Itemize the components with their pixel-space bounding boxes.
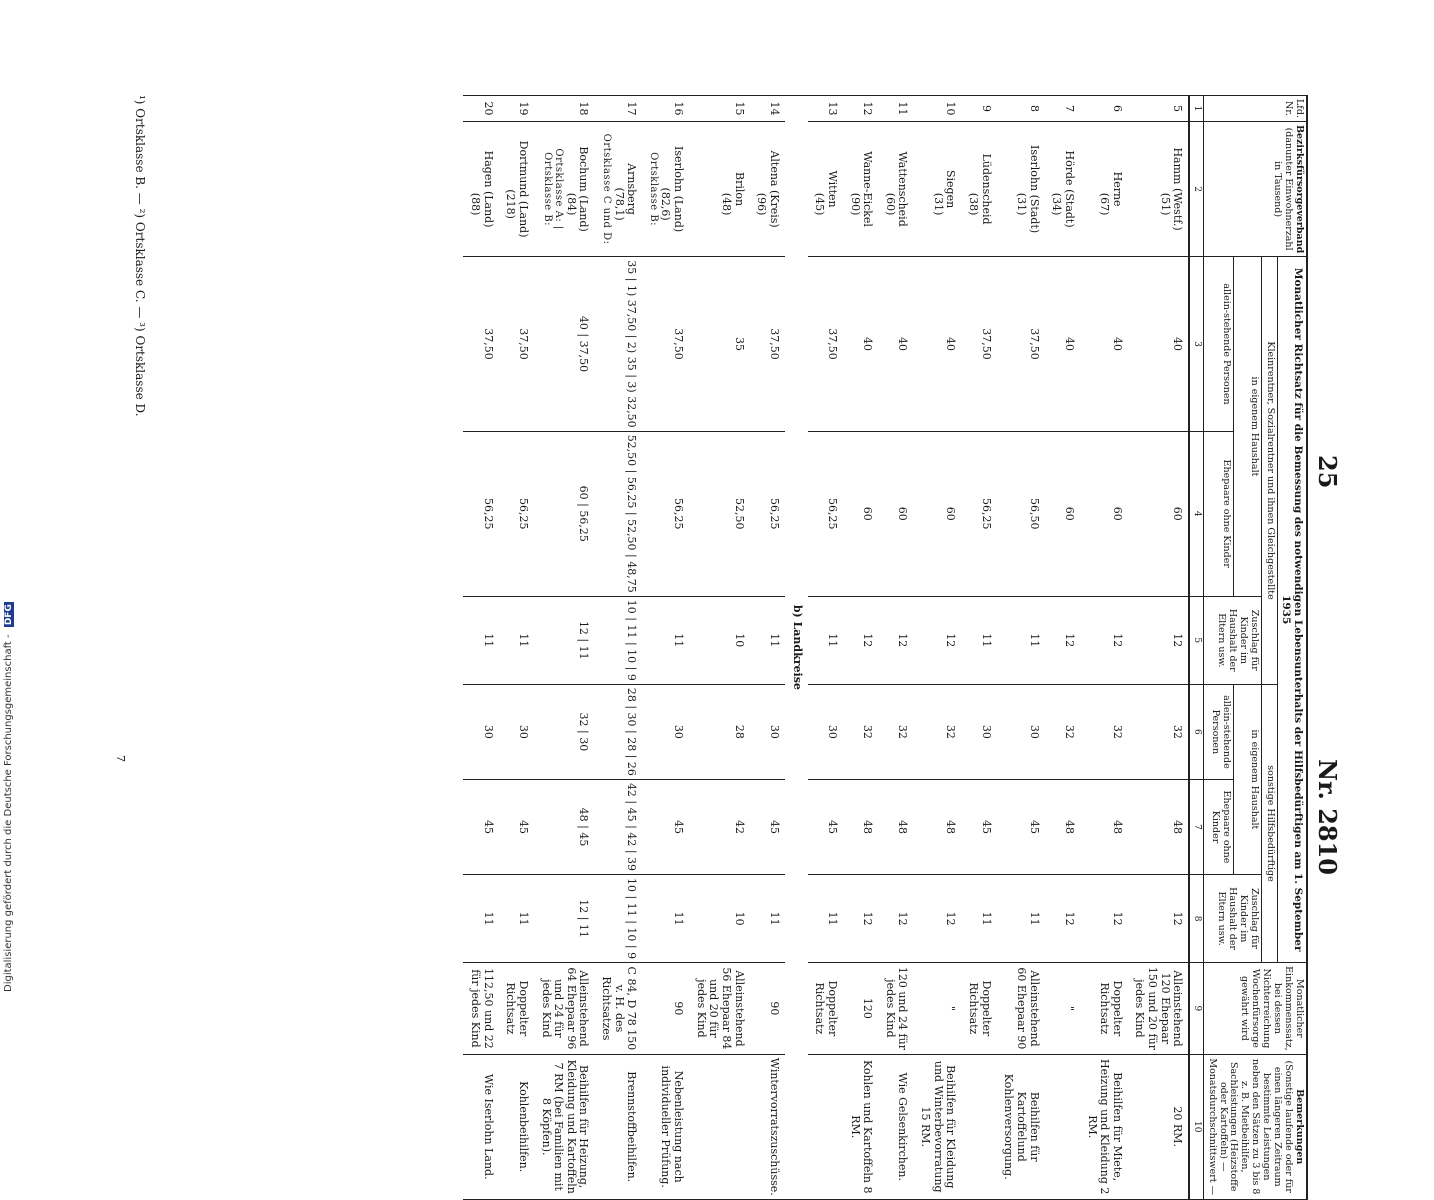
rate-c7: 48 | 45 — [534, 779, 595, 874]
table-row — [997, 96, 1045, 1200]
rate-c6: 30 — [463, 684, 498, 779]
rate-c6: 32 — [913, 684, 961, 779]
verband-name: Siegen — [944, 169, 958, 209]
verband-name: Herne — [1110, 171, 1124, 207]
bemerkung-cell: Brennstoffbeihilfen. — [594, 1054, 642, 1199]
verband-population: (31) — [1014, 192, 1028, 216]
rate-c8: 11 — [961, 875, 996, 963]
rate-c3: 37,50 — [808, 257, 843, 431]
rate-c4: 56,25 — [463, 431, 498, 596]
section-landkreise: b) Landkreise — [785, 96, 808, 1200]
table-row — [1045, 96, 1080, 1200]
column-number-6: 6 — [1189, 684, 1203, 779]
verband-cell — [499, 121, 534, 256]
ortsklasse-label: Ortsklasse A: | Ortsklasse B: — [541, 148, 565, 230]
rate-c6: 28 — [689, 684, 750, 779]
footnotes: ¹) Ortsklasse B. — ²) Ortsklasse C. — ³) Ortsklasse D. — [133, 95, 147, 417]
bemerkung-cell: Kohlenbeihilfen. — [499, 1054, 534, 1199]
verband-cell — [1128, 121, 1190, 256]
rate-c8: 12 — [843, 875, 878, 963]
einkommenssatz-cell: 112,50 und 22 für jedes Kind — [463, 963, 498, 1055]
ortsklasse-label: Ortsklasse C und D: — [601, 133, 613, 245]
einkommenssatz-cell: Alleinstehend 120 Ehepaar 150 und 20 für jedes Kind — [1128, 963, 1190, 1055]
sub-header-zuschlag-a: Zuschlag für Kinder im Haushalt der Eltern usw. — [1203, 596, 1261, 684]
rate-c6: 30 — [750, 684, 785, 779]
verband-population: (45) — [813, 192, 827, 216]
table-row — [463, 96, 498, 1200]
verband-population: (51) — [1158, 192, 1172, 216]
verband-cell — [689, 121, 750, 256]
table-row — [534, 96, 595, 1200]
rate-c7: 48 — [843, 779, 878, 874]
table-row — [878, 96, 913, 1200]
table-row — [594, 96, 642, 1200]
rate-c3: 37,50 — [642, 257, 689, 431]
rate-c5: 12 — [843, 596, 878, 684]
verband-cell — [594, 121, 642, 256]
rate-c8: 10 — [689, 875, 750, 963]
rate-c8: 11 — [750, 875, 785, 963]
bemerkung-cell: Beihilfen für Kleidung und Winterbevorratung 15 RM. — [913, 1054, 961, 1199]
rate-c6: 32 — [1045, 684, 1080, 779]
rate-c8: 11 — [642, 875, 689, 963]
richtsatz-table — [463, 95, 1308, 1200]
rate-c4: 56,25 — [961, 431, 996, 596]
verband-name: Wanne-Eickel — [861, 151, 875, 227]
sub-header-haushalt-b: in eigenem Haushalt — [1234, 684, 1262, 874]
rate-c7: 45 — [808, 779, 843, 874]
verband-population: (82,6) — [659, 187, 673, 221]
bemerkung-cell — [808, 1054, 843, 1199]
einkommenssatz-cell: Alleinstehend 64 Ehepaar 96 und 24 für jedes Kind — [534, 963, 595, 1055]
verband-population: (218) — [504, 189, 518, 219]
rate-c3: 40 — [1080, 257, 1128, 431]
sub-header-zuschlag-b: Zuschlag für Kinder im Haushalt der Eltern usw. — [1203, 875, 1261, 963]
rate-c5: 11 — [499, 596, 534, 684]
einkommenssatz-cell: Alleinstehend 56 Ehepaar 84 und 20 für jedes Kind — [689, 963, 750, 1055]
column-number-1: 1 — [1189, 96, 1203, 122]
table-row — [642, 96, 689, 1200]
column-number-9: 9 — [1189, 963, 1203, 1055]
einkommenssatz-cell: " — [913, 963, 961, 1055]
rate-c4: 56,25 — [808, 431, 843, 596]
row-number: 5 — [1128, 96, 1190, 122]
table-row — [1080, 96, 1128, 1200]
rate-c5: 12 | 11 — [534, 596, 595, 684]
table-row — [843, 96, 878, 1200]
einkommenssatz-cell: Doppelter Richtsatz — [808, 963, 843, 1055]
rate-c7: 48 — [1045, 779, 1080, 874]
digitization-text: Digitalisierung gefördert durch die Deutsche Forschungsgemeinschaft - — [3, 634, 14, 992]
rate-c3: 40 — [843, 257, 878, 431]
rate-c8: 11 — [499, 875, 534, 963]
table-row — [499, 96, 534, 1200]
rate-c3: 35 — [689, 257, 750, 431]
rate-c6: 30 — [997, 684, 1045, 779]
verband-population: (90) — [848, 192, 862, 216]
rate-c7: 45 — [997, 779, 1045, 874]
einkommenssatz-cell: 120 — [843, 963, 878, 1055]
rate-c8: 12 — [1045, 875, 1080, 963]
sub-header-single-a: allein-stehende Personen — [1203, 257, 1234, 431]
rate-c3: 40 — [1045, 257, 1080, 431]
signature-mark: 7 — [114, 755, 127, 762]
rate-c7: 42 | 45 | 42 | 39 — [594, 779, 642, 874]
verband-cell — [1045, 121, 1080, 256]
rate-c4: 60 — [1080, 431, 1128, 596]
verband-cell — [750, 121, 785, 256]
col-header-einkommenssatz: Monatlicher Einkommenssatz, bei dessen Nichterreichung Wochenfürsorge gewährt wird — [1203, 963, 1307, 1055]
column-number-2: 2 — [1189, 121, 1203, 256]
bemerkung-cell — [1045, 1054, 1080, 1199]
col-header-verband — [1203, 121, 1307, 256]
rate-c7: 48 — [913, 779, 961, 874]
verband-name: Wattenscheid — [896, 151, 910, 227]
rate-c6: 30 — [642, 684, 689, 779]
verband-name: Dortmund (Land) — [516, 140, 530, 238]
row-number: 20 — [463, 96, 498, 122]
verband-name: Witten — [825, 170, 839, 208]
document-page — [92, 95, 1342, 1196]
bemerkung-cell: Nebenleistung nach individueller Prüfung. — [642, 1054, 689, 1199]
rate-c7: 48 — [1080, 779, 1128, 874]
rate-c6: 30 — [961, 684, 996, 779]
rate-c7: 48 — [878, 779, 913, 874]
einkommenssatz-cell: Doppelter Richtsatz — [499, 963, 534, 1055]
col-header-lfd-nr: Lfd. Nr. — [1203, 96, 1307, 122]
einkommenssatz-cell: 90 — [642, 963, 689, 1055]
table-body-staedte — [808, 96, 1190, 1200]
verband-name: Hamm (Westf.) — [1171, 147, 1185, 231]
row-number: 7 — [1045, 96, 1080, 122]
verband-name: Lüdenscheid — [979, 153, 993, 225]
rate-c4: 52,50 | 56,25 | 52,50 | 48,75 — [594, 431, 642, 596]
ortsklasse-label: Ortsklasse B: — [647, 152, 659, 227]
einkommenssatz-cell: " — [1045, 963, 1080, 1055]
rate-c5: 10 — [689, 596, 750, 684]
rate-c6: 32 — [1080, 684, 1128, 779]
row-number: 9 — [961, 96, 996, 122]
einkommenssatz-cell: Doppelter Richtsatz — [1080, 963, 1128, 1055]
col-header-verband-title: Bezirksfürsorgeverband — [1294, 124, 1305, 254]
column-number-7: 7 — [1189, 779, 1203, 874]
rate-c5: 11 — [997, 596, 1045, 684]
verband-cell — [463, 121, 498, 256]
bemerkung-cell: 20 RM. — [1128, 1054, 1190, 1199]
verband-name: Arnsberg — [625, 163, 639, 215]
rate-c5: 11 — [642, 596, 689, 684]
rate-c4: 56,25 — [750, 431, 785, 596]
rate-c8: 10 | 11 | 10 | 9 — [594, 875, 642, 963]
rate-c4: 60 | 56,25 — [534, 431, 595, 596]
rate-c8: 12 — [1080, 875, 1128, 963]
rate-c8: 11 — [808, 875, 843, 963]
sub-header-haushalt-a: in eigenem Haushalt — [1234, 257, 1262, 597]
rate-c3: 37,50 — [961, 257, 996, 431]
verband-cell — [808, 121, 843, 256]
bemerkung-cell: Beihilfen für Kartoffelund Kohlenversorgung. — [997, 1054, 1045, 1199]
rate-c8: 12 — [913, 875, 961, 963]
rate-c5: 12 — [1045, 596, 1080, 684]
group-header-sonstige: sonstige Hilfsbedürftige — [1261, 684, 1277, 962]
bemerkungen-title: Bemerkungen — [1294, 1089, 1305, 1165]
column-number-8: 8 — [1189, 875, 1203, 963]
col-header-verband-sub: (danunter Einwohnerzahl in Tausend) — [1272, 127, 1295, 251]
rate-c7: 45 — [463, 779, 498, 874]
rate-c6: 30 — [499, 684, 534, 779]
table-row — [961, 96, 996, 1200]
bemerkung-cell: Beihilfen für Miete, Heizung und Kleidung 2 RM. — [1080, 1054, 1128, 1199]
einkommenssatz-cell: Doppelter Richtsatz — [961, 963, 996, 1055]
rate-c3: 40 — [1128, 257, 1190, 431]
rate-c4: 60 — [1128, 431, 1190, 596]
table-row — [1128, 96, 1190, 1200]
sub-header-couple-a: Ehepaare ohne Kinder — [1203, 431, 1234, 596]
document-number: Nr. 2810 — [1313, 759, 1342, 875]
row-number: 12 — [843, 96, 878, 122]
verband-name: Altena (Kreis) — [767, 150, 781, 228]
verband-cell — [913, 121, 961, 256]
verband-name: Hörde (Stadt) — [1062, 150, 1076, 228]
column-number-row — [1189, 96, 1203, 1200]
verband-cell — [1080, 121, 1128, 256]
verband-cell — [843, 121, 878, 256]
verband-name: Bochum (Land) — [577, 146, 591, 232]
verband-population: (84) — [564, 192, 578, 216]
digitization-note-wrapper — [0, 0, 20, 1000]
einkommenssatz-cell: Alleinstehend 60 Ehepaar 90 — [997, 963, 1045, 1055]
verband-population: (88) — [468, 192, 482, 216]
rate-c4: 60 — [913, 431, 961, 596]
einkommenssatz-cell: 120 und 24 für jedes Kind — [878, 963, 913, 1055]
verband-name: Iserlohn (Land) — [672, 146, 686, 233]
column-number-5: 5 — [1189, 596, 1203, 684]
rate-c5: 11 — [750, 596, 785, 684]
row-number: 13 — [808, 96, 843, 122]
rate-c8: 11 — [997, 875, 1045, 963]
rate-c5: 12 — [913, 596, 961, 684]
row-number: 18 — [534, 96, 595, 122]
rate-c4: 56,25 — [642, 431, 689, 596]
table-row — [913, 96, 961, 1200]
verband-population: (60) — [883, 192, 897, 216]
rate-c5: 12 — [1128, 596, 1190, 684]
verband-population: (34) — [1050, 192, 1064, 216]
rate-c8: 12 | 11 — [534, 875, 595, 963]
bemerkung-cell: Wie Iserlohn Land. — [463, 1054, 498, 1199]
rate-c5: 12 — [878, 596, 913, 684]
rate-c7: 48 — [1128, 779, 1190, 874]
bemerkung-cell — [961, 1054, 996, 1199]
rate-c4: 60 — [878, 431, 913, 596]
table-body-landkreise — [463, 96, 785, 1200]
rate-c5: 11 — [961, 596, 996, 684]
table-row — [808, 96, 843, 1200]
verband-population: (31) — [931, 192, 945, 216]
einkommenssatz-cell: C 84, D 78 150 v. H. des Richtsatzes — [594, 963, 642, 1055]
verband-population: (96) — [755, 192, 769, 216]
verband-population: (67) — [1098, 192, 1112, 216]
rate-c8: 12 — [878, 875, 913, 963]
page-number: 25 — [1313, 455, 1342, 489]
rate-c3: 37,50 — [750, 257, 785, 431]
rate-c3: 40 | 37,50 — [534, 257, 595, 431]
rate-c6: 32 — [878, 684, 913, 779]
row-number: 10 — [913, 96, 961, 122]
verband-cell — [961, 121, 996, 256]
sub-header-single-b: allein-stehende Personen — [1203, 684, 1234, 779]
main-title: Monatlicher Richtsatz für die Bemessung des notwendigen Lebensunterhalts der Hilfsbedürftigen am 1. September 1935 — [1277, 257, 1307, 963]
rate-c7: 45 — [499, 779, 534, 874]
verband-cell — [534, 121, 595, 256]
bemerkung-cell: Kohlen und Kartoffeln 8 RM. — [843, 1054, 878, 1199]
col-header-bemerkungen — [1203, 1054, 1307, 1199]
bemerkung-cell: Beihilfen für Heizung, Kleidung und Kartoffeln 7 RM (bei Familien mit 8 Köpfen). — [534, 1054, 595, 1199]
rate-c7: 45 — [642, 779, 689, 874]
column-number-4: 4 — [1189, 431, 1203, 596]
rate-c3: 40 — [878, 257, 913, 431]
rate-c7: 42 — [689, 779, 750, 874]
verband-cell — [878, 121, 913, 256]
rate-c4: 60 — [1045, 431, 1080, 596]
rate-c4: 56,50 — [997, 431, 1045, 596]
rate-c7: 45 — [750, 779, 785, 874]
row-number: 19 — [499, 96, 534, 122]
row-number: 11 — [878, 96, 913, 122]
rate-c7: 45 — [961, 779, 996, 874]
table-row — [689, 96, 750, 1200]
row-number: 16 — [642, 96, 689, 122]
sub-header-couple-b: Ehepaare ohne Kinder — [1203, 779, 1234, 874]
rate-c3: 37,50 — [997, 257, 1045, 431]
table-row — [750, 96, 785, 1200]
rate-c5: 11 — [808, 596, 843, 684]
verband-name: Iserlohn (Stadt) — [1027, 145, 1041, 234]
einkommenssatz-cell: 90 — [750, 963, 785, 1055]
column-number-3: 3 — [1189, 257, 1203, 431]
verband-population: (48) — [720, 192, 734, 216]
bemerkung-cell: Wie Gelsenkirchen. — [878, 1054, 913, 1199]
dfg-logo: DFG — [4, 604, 14, 626]
verband-cell — [997, 121, 1045, 256]
rate-c8: 11 — [463, 875, 498, 963]
rate-c4: 52,50 — [689, 431, 750, 596]
row-number: 17 — [594, 96, 642, 122]
rate-c5: 12 — [1080, 596, 1128, 684]
rate-c3: 37,50 — [499, 257, 534, 431]
group-header-kleinrentner: Kleinrentner, Sozialrentner und ihnen Gleichgestellte — [1261, 257, 1277, 685]
rate-c6: 32 — [843, 684, 878, 779]
bemerkung-cell: Wintervorratszuschüsse. — [750, 1054, 785, 1199]
row-number: 8 — [997, 96, 1045, 122]
verband-population: (78,1) — [612, 187, 626, 221]
bemerkungen-sub: (Sonstige laufende oder für einen längeren Zeitraum bestimmte Leistungen neben den Sätzen zu 3 bis 8 z. B. Mietbeihilfen, Sachleistungen (Heizstoffe oder Kartoffeln) — Monatsdurchschnittswert — — [1206, 1058, 1295, 1196]
row-number: 15 — [689, 96, 750, 122]
rate-c6: 32 — [1128, 684, 1190, 779]
rate-c6: 30 — [808, 684, 843, 779]
rate-c4: 60 — [843, 431, 878, 596]
rate-c4: 56,25 — [499, 431, 534, 596]
verband-name: Hagen (Land) — [481, 150, 495, 228]
rate-c5: 11 — [463, 596, 498, 684]
table-body-section-header — [785, 96, 808, 1200]
row-number: 6 — [1080, 96, 1128, 122]
rate-c5: 10 | 11 | 10 | 9 — [594, 596, 642, 684]
rate-c3: 40 — [913, 257, 961, 431]
rate-c6: 32 | 30 — [534, 684, 595, 779]
row-number: 14 — [750, 96, 785, 122]
column-number-10: 10 — [1189, 1054, 1203, 1199]
rate-c3: 35 | 1) 37,50 | 2) 35 | 3) 32,50 — [594, 257, 642, 431]
verband-population: (38) — [967, 192, 981, 216]
bemerkung-cell — [689, 1054, 750, 1199]
verband-cell — [642, 121, 689, 256]
digitization-note — [3, 0, 14, 992]
rate-c6: 28 | 30 | 28 | 26 — [594, 684, 642, 779]
rate-c3: 37,50 — [463, 257, 498, 431]
rate-c8: 12 — [1128, 875, 1190, 963]
verband-name: Brilon — [732, 172, 746, 207]
